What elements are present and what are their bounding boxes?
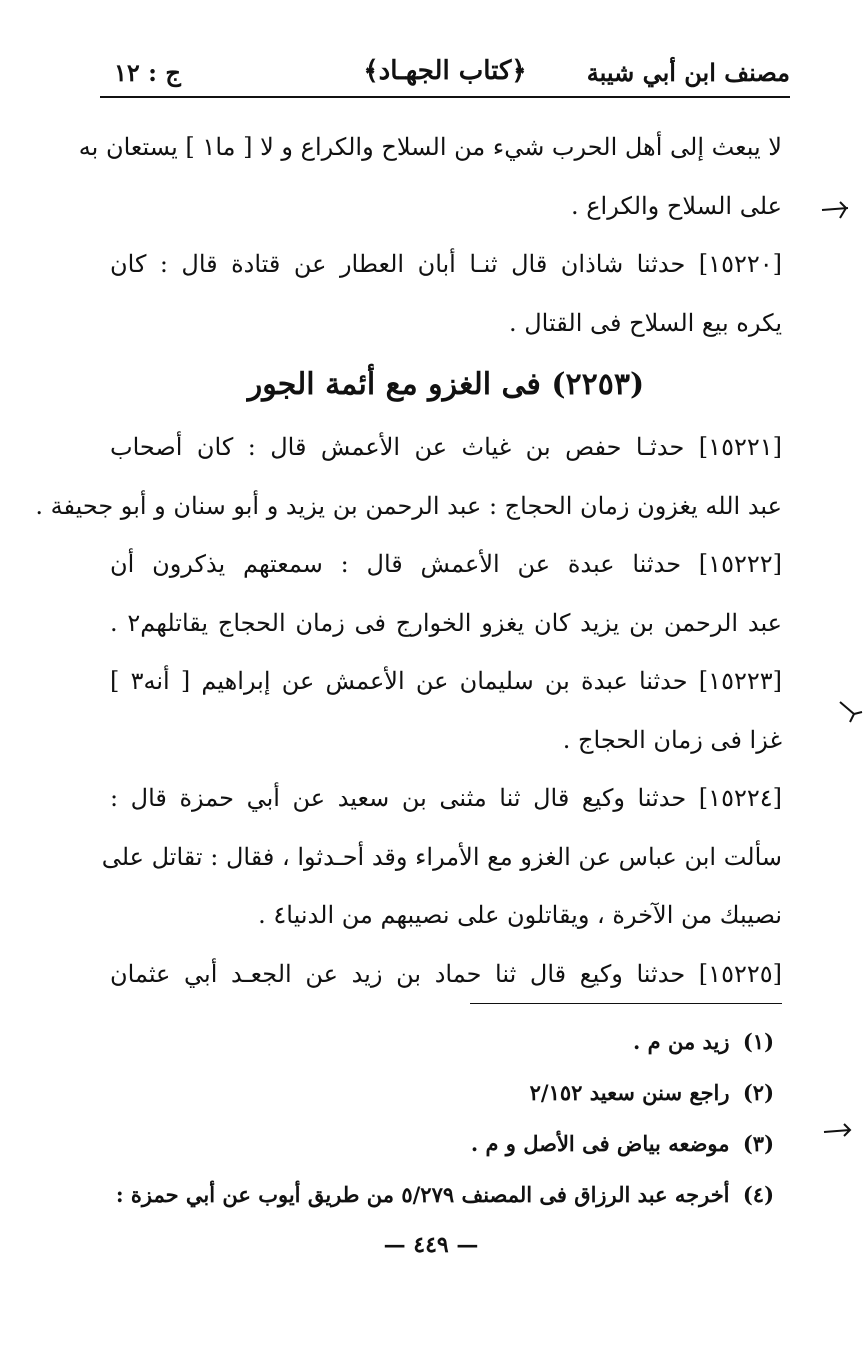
footnotes	[114, 1016, 774, 1220]
margin-mark-icon	[836, 700, 866, 724]
hadith-15225: [١٥٢٢٥] حدثنا وكيع قال ثنا حماد بن زيد عن الجعـد أبي عثمان	[110, 959, 782, 988]
footnote-item	[114, 1016, 774, 1067]
footnote-number: (١)	[742, 1029, 774, 1054]
margin-mark-icon	[820, 198, 850, 222]
text-line: سألت ابن عباس عن الغزو مع الأمراء وقد أحـدثوا ، فقال : تقاتل على	[101, 842, 782, 871]
text-line: نصيبك من الآخرة ، ويقاتلون على نصيبهم من الدنيا٤ .	[258, 901, 782, 929]
text-line: عبد الله يغزون زمان الحجاج : عبد الرحمن بن يزيد و أبو سنان و أبو جحيفة .	[35, 491, 782, 520]
footnote-text: راجع سنن سعيد ٢/١٥٢	[529, 1080, 730, 1105]
footnote-item	[114, 1118, 774, 1169]
margin-mark-icon	[822, 1118, 852, 1142]
chapter-title: ﴿كتاب الجهـاد﴾	[363, 56, 527, 86]
hadith-15221: [١٥٢٢١] حدثـا حفص بن غياث عن الأعمش قال : كان أصحاب	[110, 433, 782, 461]
footnote-item	[114, 1169, 774, 1220]
text-line: غزا فى زمان الحجاج .	[562, 725, 782, 754]
volume-number: ج : ١٢	[114, 58, 181, 87]
main-text	[35, 118, 782, 1003]
text-line: عبد الرحمن بن يزيد كان يغزو الخوارج فى زمان الحجاج يقاتلهم٢ .	[110, 608, 782, 637]
hadith-15223: [١٥٢٢٣] حدثنا عبدة بن سليمان عن الأعمش عن إبراهيم [ أنه٣ ]	[110, 667, 782, 695]
text-line: يكره بيع السلاح فى القتال .	[508, 308, 782, 337]
page-number: — ٤٤٩ —	[383, 1232, 479, 1258]
footnote-divider	[470, 1003, 782, 1004]
text-line: على السلاح والكراع .	[570, 191, 782, 220]
footnote-number: (٤)	[742, 1182, 774, 1207]
footnote-text: موضعه بياض فى الأصل و م .	[470, 1131, 730, 1156]
footnote-number: (٣)	[742, 1131, 774, 1156]
book-title: مصنف ابن أبي شيبة	[586, 58, 790, 87]
hadith-15222: [١٥٢٢٢] حدثنا عبدة عن الأعمش قال : سمعتهم يذكرون أن	[110, 550, 782, 578]
page-header	[100, 50, 790, 96]
footnote-text: زيد من م .	[633, 1029, 730, 1054]
hadith-15224: [١٥٢٢٤] حدثنا وكيع قال ثنا مثنى بن سعيد عن أبي حمزة قال :	[110, 784, 782, 812]
footnote-item	[114, 1067, 774, 1118]
hadith-15220: [١٥٢٢٠] حدثنا شاذان قال ثنـا أبان العطار عن قتادة قال : كان	[110, 250, 782, 278]
text-line: لا يبعث إلى أهل الحرب شيء من السلاح والكراع و لا [ ما١ ] يستعان به	[78, 133, 782, 161]
section-heading: (٢٢٥٣) فى الغزو مع أئمة الجور	[247, 367, 645, 402]
footnote-text: أخرجه عبد الرزاق فى المصنف ٥/٢٧٩ من طريق أيوب عن أبي حمزة :	[115, 1182, 730, 1207]
header-divider	[100, 96, 790, 98]
footnote-number: (٢)	[742, 1080, 774, 1105]
